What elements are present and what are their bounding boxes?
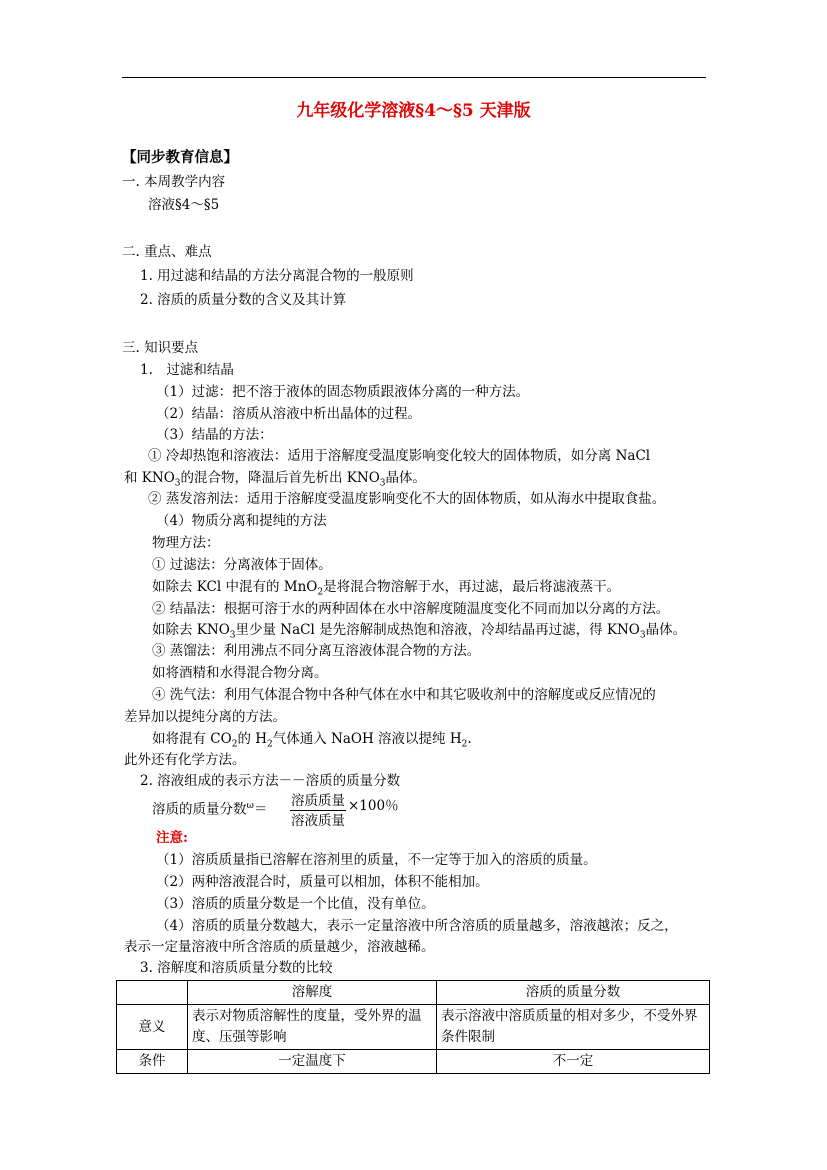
subscript: 2 — [267, 739, 273, 750]
comparison-table — [116, 980, 710, 1074]
k1-gas-wash-example — [152, 729, 472, 751]
k1-p1: （1）过滤：把不溶于液体的固态物质跟液体分离的一种方法。 — [156, 384, 530, 400]
note-4b: 表示一定量溶液中所含溶质的质量越少，溶液越稀。 — [124, 939, 435, 955]
text: 如除去 KCl 中混有的 MnO — [152, 579, 318, 595]
k1-p4: （4）物质分离和提纯的方法 — [156, 513, 327, 529]
text: 的混合物，降温后首先析出 KNO — [180, 470, 380, 486]
k1-p2: （2）结晶：溶质从溶液中析出晶体的过程。 — [156, 406, 422, 422]
table-cell: 不一定 — [437, 1050, 710, 1074]
k1-crystal: ② 结晶法：根据可溶于水的两种固体在水中溶解度随温度变化不同而加以分离的方法。 — [152, 601, 670, 617]
formula-fraction — [290, 792, 346, 831]
header-rule — [122, 77, 706, 78]
text: . — [467, 731, 472, 747]
omega-symbol: ω — [246, 801, 254, 811]
subscript: 3 — [229, 630, 236, 641]
note-3: （3）溶质的质量分数是一个比值，没有单位。 — [156, 896, 435, 912]
note-label: 注意: — [156, 830, 188, 846]
note-1: （1）溶质质量指已溶解在溶剂里的质量，不一定等于加入的溶质的质量。 — [156, 852, 597, 868]
k1-distill-example: 如将酒精和水得混合物分离。 — [152, 665, 328, 681]
k3-title: 3. 溶解度和溶质质量分数的比较 — [140, 960, 333, 976]
subscript: 3 — [639, 630, 646, 641]
k1-p3: （3）结晶的方法： — [156, 427, 273, 443]
table-header-cell: 溶解度 — [188, 981, 437, 1005]
table-header-cell: 溶质的质量分数 — [437, 981, 710, 1005]
text: 如除去 KNO — [152, 622, 230, 638]
note-2: （2）两种溶液混合时，质量可以相加，体积不能相加。 — [156, 874, 489, 890]
table-header-row — [117, 981, 710, 1005]
k2-title: 2. 溶液组成的表示方法－－溶质的质量分数 — [140, 773, 401, 789]
table-header-cell — [117, 981, 188, 1005]
fraction-denominator: 溶液质量 — [291, 813, 345, 829]
k1-distill: ③ 蒸馏法：利用沸点不同分离互溶液体混合物的方法。 — [152, 643, 481, 659]
k1-title: 1. 过滤和结晶 — [140, 362, 234, 378]
k1-gas-wash-a: ④ 洗气法：利用气体混合物中各种气体在水中和其它吸收剂中的溶解度或反应情况的 — [152, 687, 656, 703]
s3-heading: 三. 知识要点 — [122, 340, 199, 356]
table-cell: 意义 — [117, 1005, 188, 1050]
note-4a: （4）溶质的质量分数越大，表示一定量溶液中所含溶质的质量越多，溶液越浓；反之， — [156, 918, 678, 934]
s2-item-1: 1. 用过滤和结晶的方法分离混合物的一般原则 — [140, 268, 414, 284]
text: 和 KNO — [124, 470, 175, 486]
s2-heading: 二. 重点、难点 — [122, 244, 212, 260]
k1-method-1b — [124, 468, 426, 490]
table-cell: 条件 — [117, 1050, 188, 1074]
table-row — [117, 1005, 710, 1050]
subscript: 2 — [231, 739, 238, 750]
k1-filter: ① 过滤法：分离液体于固体。 — [152, 557, 332, 573]
text: 晶体。 — [645, 622, 687, 638]
k1-method-2: ② 蒸发溶剂法：适用于溶解度受温度影响变化不大的固体物质，如从海水中提取食盐。 — [148, 491, 666, 507]
k1-physical: 物理方法： — [152, 535, 220, 551]
s2-item-2: 2. 溶质的质量分数的含义及其计算 — [140, 292, 347, 308]
text: 气体通入 NaOH 溶液以提纯 H — [272, 731, 462, 747]
text: 的 H — [237, 731, 268, 747]
fraction-numerator: 溶质质量 — [291, 793, 345, 809]
formula-multiplier: ×100％ — [348, 798, 399, 814]
subscript: 3 — [174, 478, 181, 489]
s1-heading: 一. 本周教学内容 — [122, 174, 226, 190]
text: ＝ — [253, 801, 268, 818]
text: 溶质的质量分数 — [152, 801, 247, 818]
subscript: 2 — [317, 587, 324, 598]
s1-content: 溶液§4～§5 — [148, 197, 220, 213]
document-title: 九年级化学溶液§4～§5 天津版 — [296, 101, 531, 121]
k1-method-1a: ① 冷却热饱和溶液法：适用于溶解度受温度影响变化较大的固体物质，如分离 NaCl — [148, 448, 651, 464]
k1-gas-wash-b: 差异加以提纯分离的方法。 — [124, 709, 286, 725]
table-cell: 表示溶液中溶质质量的相对多少，不受外界条件限制 — [437, 1005, 710, 1050]
subscript: 3 — [379, 478, 386, 489]
text: 是将混合物溶解于水，再过滤，最后将滤液蒸干。 — [323, 579, 621, 595]
text: 里少量 NaCl 是先溶解制成热饱和溶液，冷却结晶再过滤，得 KNO — [235, 622, 640, 638]
text: 晶体。 — [385, 470, 426, 486]
section-header: 【同步教育信息】 — [122, 149, 238, 166]
table-row — [117, 1050, 710, 1074]
table-cell: 一定温度下 — [188, 1050, 437, 1074]
table-cell: 表示对物质溶解性的度量，受外界的温度、压强等影响 — [188, 1005, 437, 1050]
formula-lhs — [152, 796, 267, 821]
k1-chemical: 此外还有化学方法。 — [124, 752, 246, 768]
k1-filter-example — [152, 577, 620, 599]
subscript: 2 — [461, 739, 468, 750]
k1-crystal-example — [152, 620, 686, 642]
text: 如将混有 CO — [152, 731, 232, 747]
